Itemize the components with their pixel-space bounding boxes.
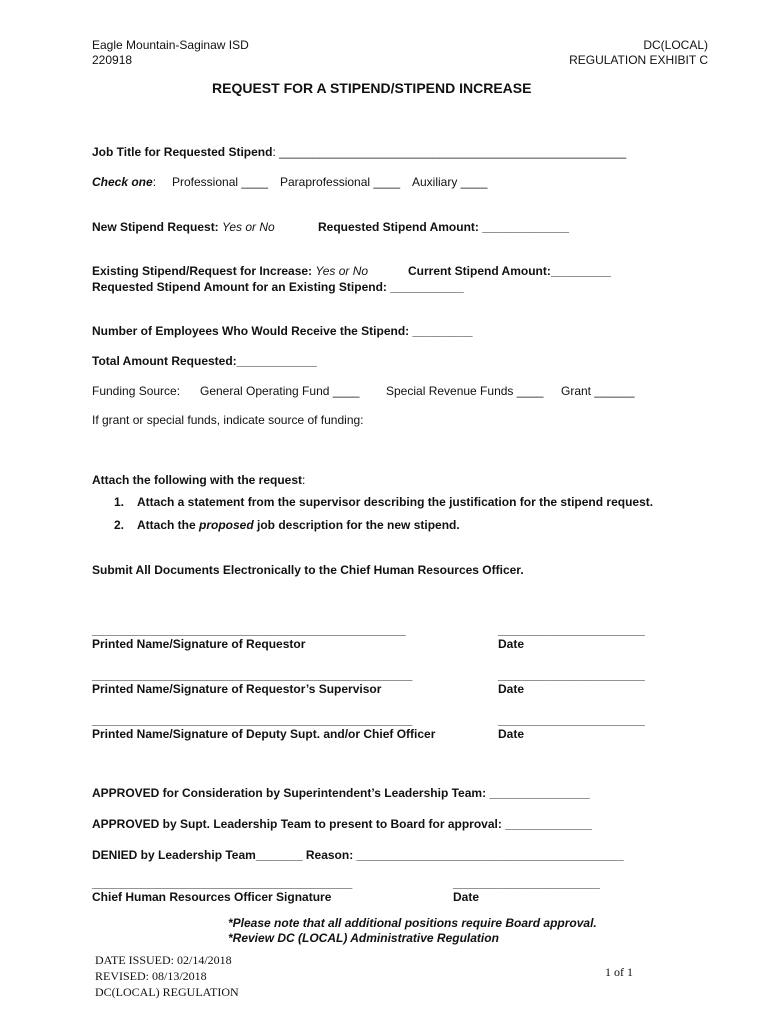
special-revenue-option[interactable]: Special Revenue Funds ____ (386, 384, 544, 398)
denied-reason-field[interactable]: DENIED by Leadership Team_______ Reason: ________________________________________ (92, 848, 624, 862)
header-policy: DC(LOCAL) (643, 38, 708, 52)
attachments-heading (92, 473, 305, 487)
footer-date-issued: DATE ISSUED: 02/14/2018 (95, 953, 232, 967)
deputy-signature-label: Printed Name/Signature of Deputy Supt. and/or Chief Officer (92, 727, 436, 741)
chro-signature-label: Chief Human Resources Officer Signature (92, 890, 332, 904)
requestor-date-line[interactable]: ______________________ (498, 623, 645, 637)
note-review-regulation: *Review DC (LOCAL) Administrative Regulation (228, 931, 499, 945)
requested-amount-field[interactable]: Requested Stipend Amount: _____________ (318, 220, 569, 234)
existing-stipend-request[interactable] (92, 264, 368, 278)
attachment-item-2-number: 2. (114, 518, 125, 532)
funding-source-label: Funding Source: (92, 384, 181, 398)
footer-revised: REVISED: 08/13/2018 (95, 969, 207, 983)
num-employees-field[interactable]: Number of Employees Who Would Receive the Stipend: _________ (92, 324, 473, 338)
supervisor-signature-line[interactable]: ________________________________________________ (92, 668, 413, 682)
job-title-line: : ____________________________________________________ (272, 145, 627, 159)
check-one-row (92, 175, 156, 189)
new-stipend-request[interactable] (92, 220, 275, 234)
attachment-item-1-number: 1. (114, 495, 125, 509)
attachments-heading-text: Attach the following with the request (92, 473, 302, 487)
requestor-signature-label: Printed Name/Signature of Requestor (92, 637, 306, 651)
existing-stipend-label: Existing Stipend/Request for Increase: (92, 264, 313, 278)
attachment-item-1: Attach a statement from the supervisor describing the justification for the stipend request. (137, 495, 654, 509)
total-amount-field[interactable]: Total Amount Requested:____________ (92, 354, 317, 368)
existing-stipend-options: Yes or No (315, 264, 369, 278)
job-title-field[interactable] (92, 145, 626, 159)
new-stipend-label: New Stipend Request: (92, 220, 219, 234)
requestor-signature-line[interactable]: _______________________________________________ (92, 623, 406, 637)
requestor-date-label: Date (498, 637, 525, 651)
new-stipend-options: Yes or No (222, 220, 275, 234)
chro-date-label: Date (453, 890, 480, 904)
submit-instruction: Submit All Documents Electronically to the Chief Human Resources Officer. (92, 563, 524, 577)
supervisor-date-label: Date (498, 682, 525, 696)
auxiliary-option[interactable]: Auxiliary ____ (412, 175, 488, 189)
check-one-colon: : (152, 175, 157, 189)
grant-option[interactable]: Grant ______ (561, 384, 635, 398)
chro-date-line[interactable]: ______________________ (453, 876, 600, 890)
footer-page-number: 1 of 1 (605, 965, 633, 979)
paraprofessional-option[interactable]: Paraprofessional ____ (280, 175, 401, 189)
check-one-label: Check one (92, 175, 153, 189)
general-fund-option[interactable]: General Operating Fund ____ (200, 384, 360, 398)
page-title: REQUEST FOR A STIPEND/STIPEND INCREASE (212, 80, 532, 96)
chro-signature-line[interactable]: _______________________________________ (92, 876, 353, 890)
footer-regulation: DC(LOCAL) REGULATION (95, 985, 239, 999)
approved-consideration-field[interactable]: APPROVED for Consideration by Superintendent’s Leadership Team: _______________ (92, 786, 590, 800)
grant-source-field[interactable]: If grant or special funds, indicate source of funding: (92, 413, 364, 427)
note-board-approval: *Please note that all additional positions require Board approval. (228, 916, 597, 930)
supervisor-signature-label: Printed Name/Signature of Requestor’s Supervisor (92, 682, 382, 696)
attachment-item-2-post: job description for the new stipend. (253, 518, 460, 532)
attachment-item-2-pre: Attach the (137, 518, 200, 532)
professional-option[interactable]: Professional ____ (172, 175, 269, 189)
deputy-signature-line[interactable]: ________________________________________________ (92, 713, 413, 727)
deputy-date-label: Date (498, 727, 525, 741)
attachments-heading-colon: : (302, 473, 306, 487)
current-amount-field[interactable]: Current Stipend Amount:_________ (408, 264, 611, 278)
header-code: 220918 (92, 53, 133, 67)
approved-board-field[interactable]: APPROVED by Supt. Leadership Team to present to Board for approval: _____________ (92, 817, 592, 831)
attachment-item-2 (137, 518, 460, 532)
header-district: Eagle Mountain-Saginaw ISD (92, 38, 249, 52)
existing-requested-amount-field[interactable]: Requested Stipend Amount for an Existing Stipend: ___________ (92, 280, 464, 294)
attachment-item-2-emphasis: proposed (199, 518, 254, 532)
job-title-label: Job Title for Requested Stipend (92, 145, 273, 159)
supervisor-date-line[interactable]: ______________________ (498, 668, 645, 682)
header-exhibit: REGULATION EXHIBIT C (569, 53, 708, 67)
deputy-date-line[interactable]: ______________________ (498, 713, 645, 727)
